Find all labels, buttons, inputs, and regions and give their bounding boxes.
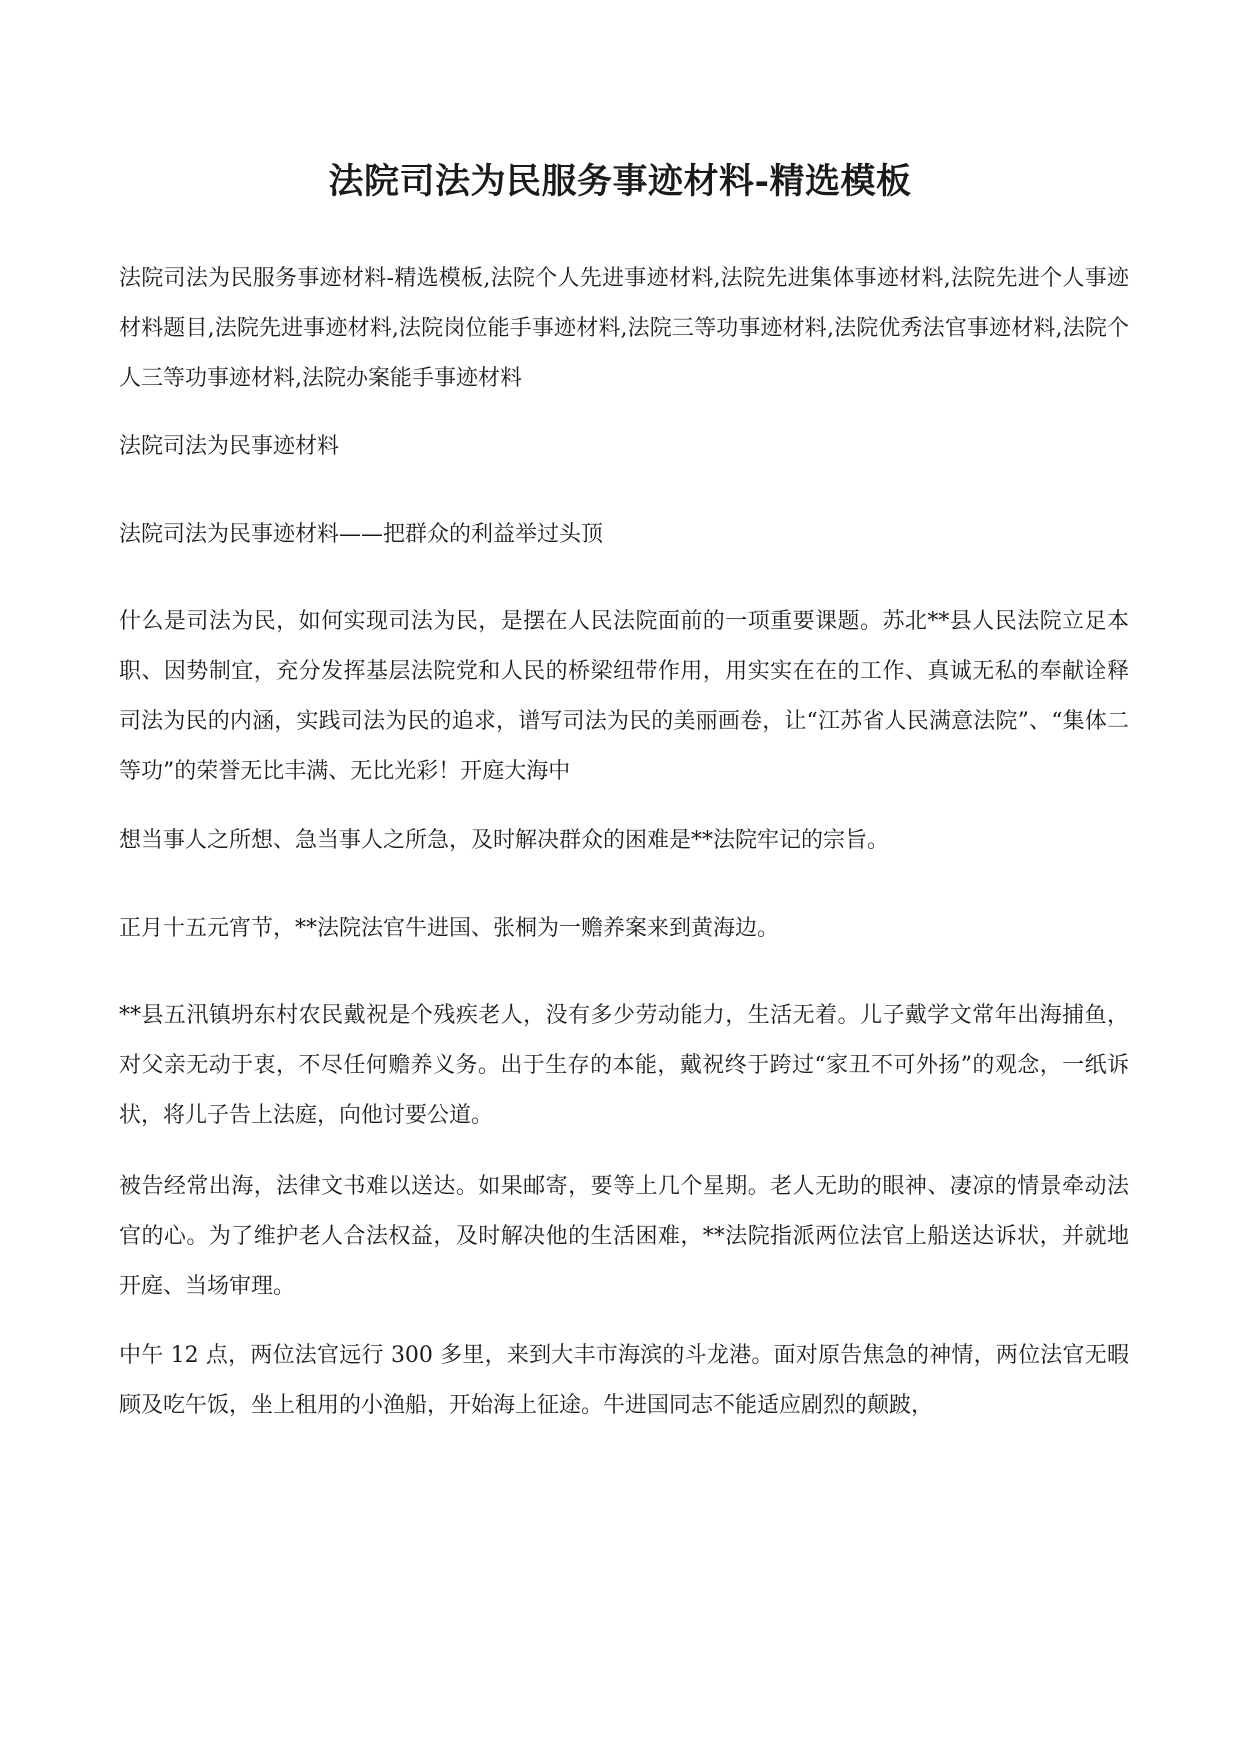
section-subheading: 法院司法为民事迹材料——把群众的利益举过头顶	[119, 522, 604, 547]
section-heading: 法院司法为民事迹材料	[119, 434, 340, 459]
document-title: 法院司法为民服务事迹材料-精选模板	[328, 161, 912, 202]
keyword-paragraph: 法院司法为民服务事迹材料-精选模板,法院个人先进事迹材料,法院先进集体事迹材料,法院先进个人事迹材料题目,法院先进事迹材料,法院岗位能手事迹材料,法院三等功事迹材料,法院优秀法官事迹材料,法院个人三等功事迹材料,法院办案能手事迹材料	[119, 266, 1129, 391]
body-paragraph: 中午 12 点，两位法官远行 300 多里，来到大丰市海滨的斗龙港。面对原告焦急的神情，两位法官无暇顾及吃午饭，坐上租用的小渔船，开始海上征途。牛进国同志不能适应剧烈的颠跛，	[119, 1343, 1129, 1418]
body-paragraph: 正月十五元宵节，**法院法官牛进国、张桐为一赡养案来到黄海边。	[119, 916, 780, 941]
body-paragraph: 被告经常出海，法律文书难以送达。如果邮寄，要等上几个星期。老人无助的眼神、凄凉的情景牵动法官的心。为了维护老人合法权益，及时解决他的生活困难，**法院指派两位法官上船送达诉状，并就地开庭、当场审理。	[119, 1174, 1129, 1299]
body-paragraph: 什么是司法为民，如何实现司法为民，是摆在人民法院面前的一项重要课题。苏北**县人民法院立足本职、因势制宜，充分发挥基层法院党和人民的桥梁纽带作用，用实实在在的工作、真诚无私的奉献诠释司法为民的内涵，实践司法为民的追求，谱写司法为民的美丽画卷，让“江苏省人民满意法院”、“集体二等功”的荣誉无比丰满、无比光彩！开庭大海中	[119, 609, 1129, 784]
body-paragraph: 想当事人之所想、急当事人之所急，及时解决群众的困难是**法院牢记的宗旨。	[119, 828, 890, 853]
body-paragraph: **县五汛镇坍东村农民戴祝是个残疾老人，没有多少劳动能力，生活无着。儿子戴学文常年出海捕鱼，对父亲无动于衷，不尽任何赡养义务。出于生存的本能，戴祝终于跨过“家丑不可外扬”的观念，一纸诉状，将儿子告上法庭，向他讨要公道。	[119, 1003, 1129, 1128]
